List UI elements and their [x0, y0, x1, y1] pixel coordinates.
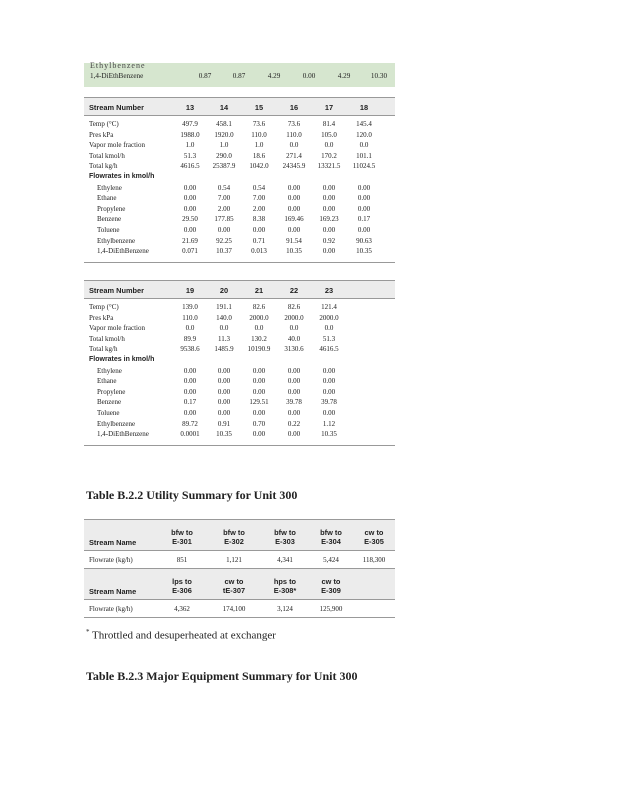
footnote-mark: * — [86, 628, 90, 636]
stream-number: 18 — [359, 103, 369, 112]
table-cell: 39.78 — [286, 398, 302, 407]
stream-number: 21 — [254, 286, 264, 295]
table-cell: 191.1 — [216, 303, 232, 311]
cell: 1,121 — [226, 556, 242, 564]
row-label: Toluene — [97, 408, 120, 417]
stream-name-label: Stream Name — [89, 587, 137, 596]
stream-number: 22 — [289, 286, 299, 295]
table-cell: 0.00 — [183, 366, 197, 375]
table-cell: 0.71 — [252, 236, 266, 245]
table-row — [84, 409, 395, 420]
table-cell: 0.00 — [287, 430, 301, 439]
table-cell: 1920.0 — [214, 130, 234, 139]
stream-name-label: Stream Name — [89, 538, 137, 547]
table-cell: 0.00 — [217, 398, 231, 407]
table-cell: 1.0 — [254, 141, 264, 150]
table-cell: 82.6 — [252, 303, 266, 311]
cell: 851 — [176, 556, 188, 564]
table-cell: 10190.9 — [247, 345, 271, 354]
table-cell: 39.78 — [321, 398, 337, 407]
utility-col: lps to E-306 — [172, 577, 192, 595]
table-cell: 2000.0 — [319, 313, 339, 322]
table-cell: 8.38 — [252, 215, 266, 224]
row-label: Ethylene — [97, 183, 122, 192]
table-cell: 24345.9 — [282, 162, 306, 171]
table-cell: 0.00 — [183, 408, 197, 417]
table-cell: 73.6 — [287, 120, 301, 128]
utility-summary-table — [84, 519, 395, 618]
cell: 4,362 — [174, 605, 190, 613]
cell: 118,300 — [362, 556, 386, 564]
table-cell: 0.00 — [322, 194, 336, 203]
table-cell: 0.00 — [322, 408, 336, 417]
cell: 3,124 — [277, 605, 293, 613]
table-cell: 121.4 — [321, 303, 337, 311]
row-label: Propylene — [97, 387, 126, 396]
row-label: Ethylene — [97, 366, 122, 375]
stream-number: 20 — [219, 286, 229, 295]
cell: 125,900 — [319, 605, 343, 613]
table-cell: 51.3 — [322, 334, 336, 343]
table-cell: 25387.9 — [212, 162, 236, 171]
table-cell: 0.00 — [322, 204, 336, 213]
table-cell: 73.6 — [252, 120, 266, 128]
table-row — [84, 237, 395, 248]
table-cell: 101.1 — [356, 151, 372, 160]
table-cell: 3130.6 — [284, 345, 304, 354]
table-cell: 0.00 — [217, 377, 231, 386]
row-label: Ethylbenzene — [97, 419, 136, 428]
table-cell: 0.00 — [252, 225, 266, 234]
row-label: Total kg/h — [89, 162, 118, 171]
table-row — [84, 324, 395, 335]
table-cell: 10.35 — [216, 430, 232, 439]
table-cell: 110.0 — [286, 130, 302, 139]
utility-summary-heading: Table B.2.2 Utility Summary for Unit 300 — [86, 488, 298, 502]
table-cell: 0.00 — [287, 408, 301, 417]
row-label: Ethane — [97, 194, 117, 203]
utility-col: cw to tE-307 — [222, 577, 246, 595]
table-cell: 139.0 — [182, 303, 198, 311]
stream-number: 15 — [254, 103, 264, 112]
table-cell: 0.00 — [357, 204, 371, 213]
header-label: Stream Number — [89, 103, 145, 112]
cell: 5,424 — [323, 556, 339, 564]
table-cell: 1.12 — [322, 419, 336, 428]
table-cell: 89.9 — [183, 334, 197, 343]
table-cell: 7.00 — [217, 194, 231, 203]
table-cell: 0.00 — [252, 377, 266, 386]
table-cell: 0.00 — [183, 387, 197, 396]
utility-col: bfw to E-302 — [223, 528, 245, 546]
cell: 174,100 — [222, 605, 246, 613]
table-cell: 21.69 — [182, 236, 198, 245]
table-cell: 0.0001 — [180, 430, 200, 439]
table-row — [84, 184, 395, 195]
table-cell: 0.00 — [252, 430, 266, 439]
table-cell: 497.9 — [182, 120, 198, 128]
row-label: Toluene — [97, 225, 120, 234]
stream-number: 23 — [324, 286, 334, 295]
row-label: Vapor mole fraction — [89, 324, 145, 333]
table-cell: 0.00 — [322, 377, 336, 386]
table-cell: 170.2 — [321, 151, 337, 160]
table-cell: 145.4 — [356, 120, 372, 128]
utility-col: bfw to E-303 — [274, 528, 296, 546]
utility-flowrate-row-2 — [84, 600, 395, 617]
cut-row-label: Ethylbenzene — [90, 61, 146, 70]
stream-table-13-18 — [84, 97, 395, 263]
row-label: Benzene — [97, 398, 122, 407]
flowrate-label: Flowrate (kg/h) — [89, 605, 133, 613]
table-cell: 0.00 — [287, 204, 301, 213]
flowrate-label: Flowrate (kg/h) — [89, 556, 133, 564]
table-cell: 169.46 — [284, 215, 304, 224]
table-row — [84, 215, 395, 226]
table-cell: 0.70 — [252, 419, 266, 428]
cell: 0.87 — [232, 72, 246, 80]
table-cell: 4616.5 — [180, 162, 200, 171]
table-cell: 0.00 — [357, 225, 371, 234]
table-cell: 1485.9 — [214, 345, 234, 354]
utility-col: hps to E-308* — [273, 577, 297, 595]
flowrates-heading: Flowrates in kmol/h — [89, 355, 155, 363]
diethbenzene-row — [90, 72, 390, 84]
table-cell: 1988.0 — [180, 130, 200, 139]
table-cell: 0.54 — [252, 183, 266, 192]
table-cell: 10.37 — [216, 247, 232, 256]
table-row — [84, 120, 395, 131]
utility-col: cw to E-309 — [321, 577, 341, 595]
table-cell: 13321.5 — [317, 162, 341, 171]
table-cell: 105.0 — [321, 130, 337, 139]
stream-number: 16 — [289, 103, 299, 112]
row-label: Ethylbenzene — [97, 236, 136, 245]
table-cell: 271.4 — [286, 151, 302, 160]
row-label: Temp (°C) — [89, 303, 119, 311]
table-row — [84, 314, 395, 325]
table-cell: 1.0 — [219, 141, 229, 150]
table-cell: 9538.6 — [180, 345, 200, 354]
table-cell: 0.00 — [183, 377, 197, 386]
table-cell: 0.17 — [357, 215, 371, 224]
row-label: Propylene — [97, 204, 126, 213]
table-cell: 0.92 — [322, 236, 336, 245]
row-label: 1,4-DiEthBenzene — [90, 72, 144, 80]
footnote-text: Throttled and desuperheated at exchanger — [89, 629, 276, 642]
table-row — [84, 205, 395, 216]
table-cell: 0.00 — [252, 366, 266, 375]
table-cell: 0.00 — [357, 194, 371, 203]
table-cell: 0.0 — [289, 141, 299, 150]
row-label: Pres kPa — [89, 130, 114, 139]
table-cell: 0.00 — [183, 183, 197, 192]
table-cell: 51.3 — [183, 151, 197, 160]
table-cell: 11024.5 — [352, 162, 376, 171]
utility-col: cw to E-305 — [364, 528, 384, 546]
table-cell: 0.00 — [217, 387, 231, 396]
table-cell: 0.00 — [217, 366, 231, 375]
table-cell: 0.00 — [322, 225, 336, 234]
utility-col: bfw to E-301 — [171, 528, 193, 546]
table-cell: 0.00 — [287, 183, 301, 192]
table-row — [84, 367, 395, 378]
table-cell: 0.00 — [357, 183, 371, 192]
table-cell: 290.0 — [216, 151, 232, 160]
table-cell: 0.00 — [217, 408, 231, 417]
table-cell: 2000.0 — [249, 313, 269, 322]
row-label: Total kg/h — [89, 345, 118, 354]
table-row — [84, 420, 395, 431]
row-label: Total kmol/h — [89, 334, 125, 343]
table-header — [84, 281, 395, 299]
table-cell: 0.00 — [287, 225, 301, 234]
table-header — [84, 98, 395, 116]
header-label: Stream Number — [89, 286, 145, 295]
table-cell: 0.00 — [322, 183, 336, 192]
row-label: Benzene — [97, 215, 122, 224]
table-row — [84, 430, 395, 441]
table-cell: 4616.5 — [319, 345, 339, 354]
table-row — [84, 162, 395, 173]
row-label: Vapor mole fraction — [89, 141, 145, 150]
table-cell: 0.0 — [289, 324, 299, 333]
table-cell: 0.0 — [254, 324, 264, 333]
table-cell: 2.00 — [252, 204, 266, 213]
row-label: Total kmol/h — [89, 151, 125, 160]
table-cell: 169.23 — [319, 215, 339, 224]
table-cell: 0.91 — [217, 419, 231, 428]
table-cell: 0.00 — [183, 194, 197, 203]
table-cell: 2000.0 — [284, 313, 304, 322]
table-row — [84, 226, 395, 237]
flowrates-heading-row — [84, 356, 395, 367]
table-row — [84, 141, 395, 152]
cell: 0.00 — [302, 72, 316, 80]
footnote — [86, 628, 276, 642]
table-cell: 82.6 — [287, 303, 301, 311]
row-label: 1,4-DiEthBenzene — [97, 247, 149, 256]
utility-flowrate-row-1 — [84, 551, 395, 569]
table-cell: 0.013 — [251, 247, 267, 256]
table-cell: 458.1 — [216, 120, 232, 128]
table-cell: 91.54 — [286, 236, 302, 245]
table-cell: 177.85 — [214, 215, 234, 224]
table-cell: 0.071 — [182, 247, 198, 256]
utility-header-2 — [84, 569, 395, 600]
equipment-summary-heading: Table B.2.3 Major Equipment Summary for Unit 300 — [86, 669, 358, 683]
table-cell: 110.0 — [182, 313, 198, 322]
table-cell: 140.0 — [216, 313, 232, 322]
stream-number: 19 — [185, 286, 195, 295]
table-cell: 89.72 — [182, 419, 198, 428]
table-cell: 1.0 — [185, 141, 195, 150]
table-cell: 0.00 — [287, 387, 301, 396]
stream-number: 17 — [324, 103, 334, 112]
table-row — [84, 194, 395, 205]
table-cell: 0.00 — [183, 204, 197, 213]
table-cell: 40.0 — [287, 334, 301, 343]
flowrates-heading-row — [84, 173, 395, 184]
table-cell: 120.0 — [356, 130, 372, 139]
table-cell: 29.50 — [182, 215, 198, 224]
stream-table-19-23 — [84, 280, 395, 446]
table-cell: 11.3 — [218, 334, 230, 343]
table-cell: 0.22 — [287, 419, 301, 428]
table-cell: 0.00 — [252, 387, 266, 396]
utility-col: bfw to E-304 — [320, 528, 342, 546]
table-cell: 0.0 — [185, 324, 195, 333]
table-row — [84, 131, 395, 142]
table-row — [84, 335, 395, 346]
row-label: 1,4-DiEthBenzene — [97, 430, 149, 439]
table-cell: 0.00 — [287, 194, 301, 203]
table-cell: 92.25 — [216, 236, 232, 245]
table-row — [84, 377, 395, 388]
table-cell: 130.2 — [251, 334, 267, 343]
table-cell: 90.63 — [356, 236, 372, 245]
table-cell: 10.35 — [321, 430, 337, 439]
table-cell: 0.0 — [219, 324, 229, 333]
table-cell: 0.54 — [217, 183, 231, 192]
table-cell: 0.0 — [324, 141, 334, 150]
table-row — [84, 388, 395, 399]
table-cell: 1042.0 — [249, 162, 269, 171]
table-cell: 0.0 — [359, 141, 369, 150]
table-cell: 129.51 — [249, 398, 269, 407]
table-cell: 0.17 — [183, 398, 197, 407]
table-cell: 81.4 — [322, 120, 336, 128]
stream-number: 14 — [219, 103, 229, 112]
table-cell: 2.00 — [217, 204, 231, 213]
table-cell: 18.6 — [252, 151, 266, 160]
table-cell: 0.0 — [324, 324, 334, 333]
flowrates-heading: Flowrates in kmol/h — [89, 172, 155, 180]
table-cell: 0.00 — [322, 247, 336, 256]
table-cell: 0.00 — [287, 377, 301, 386]
table-cell: 0.00 — [322, 387, 336, 396]
row-label: Ethane — [97, 377, 117, 386]
row-label: Temp (°C) — [89, 120, 119, 128]
table-cell: 0.00 — [322, 366, 336, 375]
table-cell: 0.00 — [252, 408, 266, 417]
table-cell: 0.00 — [183, 225, 197, 234]
table-cell: 0.00 — [287, 366, 301, 375]
cell: 4,341 — [277, 556, 293, 564]
table-row — [84, 303, 395, 314]
table-cell: 7.00 — [252, 194, 266, 203]
table-row — [84, 345, 395, 356]
table-cell: 110.0 — [251, 130, 267, 139]
cell: 10.30 — [370, 72, 388, 80]
table-cell: 10.35 — [286, 247, 302, 256]
table-cell: 10.35 — [356, 247, 372, 256]
cell: 4.29 — [267, 72, 281, 80]
table-row — [84, 152, 395, 163]
row-label: Pres kPa — [89, 313, 114, 322]
table-cell: 0.00 — [217, 225, 231, 234]
cell: 0.87 — [198, 72, 212, 80]
cell: 4.29 — [337, 72, 351, 80]
utility-header-1 — [84, 520, 395, 551]
table-row — [84, 247, 395, 258]
table-row — [84, 398, 395, 409]
stream-number: 13 — [185, 103, 195, 112]
